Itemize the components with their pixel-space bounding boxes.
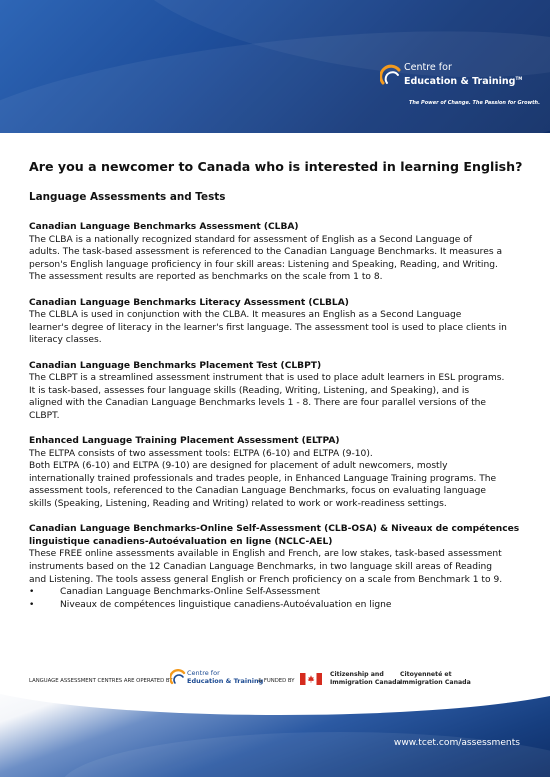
gov-name-english: Citizenship and Immigration Canada bbox=[330, 671, 401, 686]
footer-logo-line-2: Education & Training bbox=[187, 677, 264, 685]
section-heading: Canadian Language Benchmarks Literacy Assessment (CLBLA) bbox=[29, 297, 349, 308]
footer-band bbox=[0, 677, 550, 777]
section-text: The CLBPT is a streamlined assessment instrument that is used to place adult learners in ESL programs. It is task-based, assesses four language skills (Reading, Writing, Listening, and Speaking), and is aligned with the Canadian Language Benchmarks levels 1 - 8. There are four parallel versions of the CLBPT. bbox=[29, 373, 505, 421]
logo-line-1: Centre for bbox=[404, 62, 452, 73]
logo-arc-icon bbox=[380, 64, 402, 86]
section-subheading: Language Assessments and Tests bbox=[29, 191, 226, 203]
footer-tcet-logo bbox=[170, 669, 264, 691]
list-item: • Canadian Language Benchmarks-Online Self-Assessment bbox=[29, 587, 321, 598]
logo-tagline: The Power of Change. The Passion for Growth. bbox=[408, 100, 540, 106]
page-title: Are you a newcomer to Canada who is interested in learning English? bbox=[29, 159, 523, 174]
logo-line-2: Education & Training™ bbox=[404, 76, 523, 88]
tcet-logo bbox=[380, 62, 540, 112]
section-heading: Canadian Language Benchmarks-Online Self-Assessment (CLB-OSA) & Niveaux de compétences linguistique canadiens-Autoévaluation en ligne (NCLC-AEL) bbox=[29, 524, 520, 547]
bullet-icon: • bbox=[29, 587, 35, 598]
list-item: • Niveaux de compétences linguistique canadiens-Autoévaluation en ligne bbox=[29, 599, 392, 610]
footer-logo-line-1: Centre for bbox=[187, 669, 220, 677]
section-clb-osa bbox=[29, 523, 534, 611]
gov-name-french: Citoyenneté et Immigration Canada bbox=[400, 671, 471, 686]
funded-by-label: & FUNDED BY bbox=[258, 678, 295, 684]
header-band bbox=[0, 0, 550, 133]
section-text: The ELTPA consists of two assessment tools: ELTPA (6-10) and ELTPA (9-10). Both ELTPA (6-10) and ELTPA (9-10) are designed for placement of adult newcomers, mostly internationally trained professionals and trades people, in Enhanced Language Training programs. The assessment tools, referenced to the Canadian Language Benchmarks, focus on evaluating language skills (Speaking, Listening, Reading and Writing) related to work or work-readiness settings. bbox=[29, 448, 497, 510]
section-clbpt bbox=[29, 360, 534, 423]
section-text: The CLBA is a nationally recognized standard for assessment of English as a Second Language of adults. The task-based assessment is referenced to the Canadian Language Benchmarks. It measures a person's English language proficiency in four skill areas: Listening and Speaking, Reading, and Writing. The assessment results are reported as benchmarks on the scale from 1 to 8. bbox=[29, 234, 503, 283]
section-heading: Canadian Language Benchmarks Placement Test (CLBPT) bbox=[29, 360, 322, 371]
section-text: The CLBLA is used in conjunction with the CLBA. It measures an English as a Second Language learner's degree of literacy in the learner's first language. The assessment tool is used to place clients in literacy classes. bbox=[29, 310, 507, 346]
logo-arc-icon bbox=[170, 669, 186, 685]
canada-flag-icon bbox=[300, 673, 322, 685]
section-eltpa bbox=[29, 435, 534, 511]
section-clbla bbox=[29, 297, 534, 347]
section-heading: Enhanced Language Training Placement Assessment (ELTPA) bbox=[29, 436, 340, 447]
operated-by-label: LANGUAGE ASSESSMENT CENTRES ARE OPERATED BY bbox=[29, 678, 173, 684]
section-clba bbox=[29, 221, 534, 284]
content-body bbox=[29, 221, 534, 624]
assessment-links-list bbox=[29, 586, 534, 611]
bullet-icon: • bbox=[29, 599, 35, 610]
section-heading: Canadian Language Benchmarks Assessment (CLBA) bbox=[29, 222, 299, 232]
website-link[interactable]: www.tcet.com/assessments bbox=[393, 738, 520, 748]
section-text: These FREE online assessments available in English and French, are low stakes, task-based assessment instruments based on the 12 Canadian Language Benchmarks, in two language skill areas of Reading and Listening. The tools assess general English or French proficiency on a scale from Benchmark 1 to 9. bbox=[29, 549, 503, 585]
